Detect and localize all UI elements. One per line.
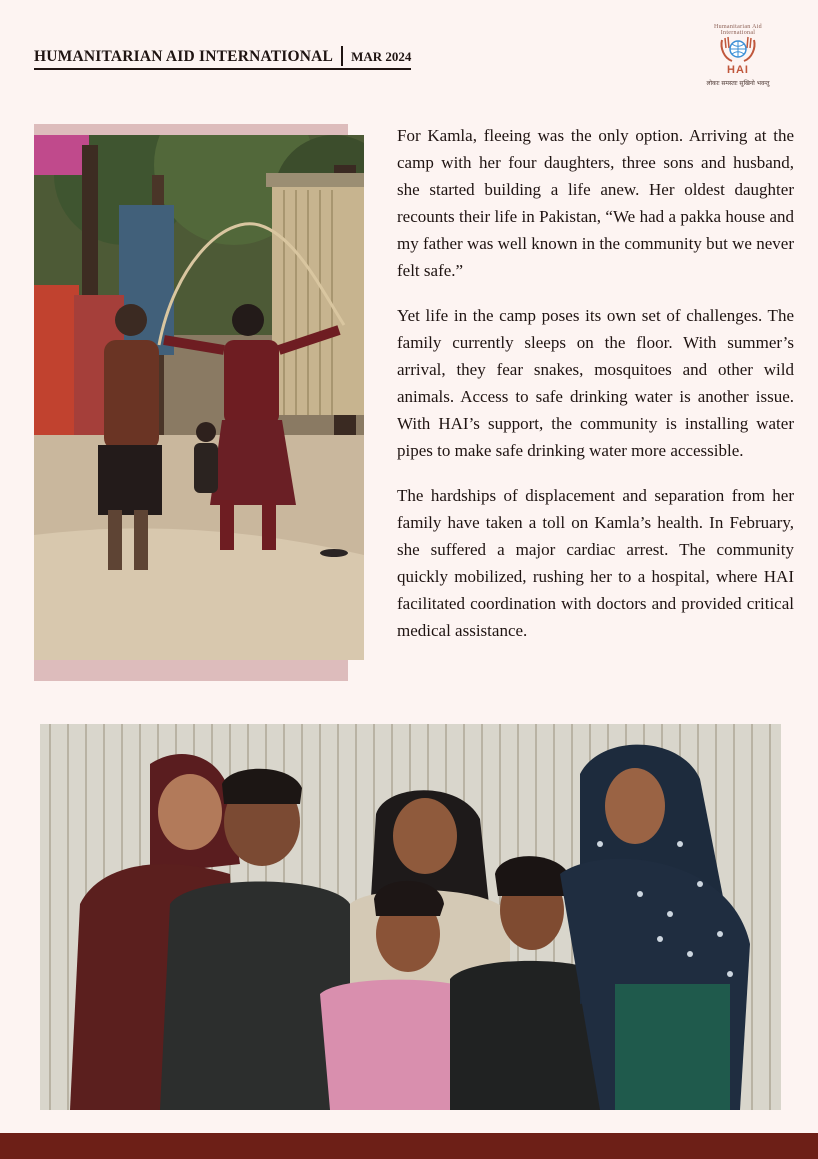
article-paragraph-3: The hardships of displacement and separation from her family have taken a toll on Kamla’s health. In February, she suffered a major cardiac arrest. The community quickly mobilized, rushing her to a hospital, where HAI facilitated coordination with doctors and provided critical medical assistance. <box>397 486 794 640</box>
camp-skipping-photo <box>34 135 364 660</box>
logo-arc-text: Humanitarian Aid International <box>714 24 762 36</box>
footer-bar <box>0 1133 818 1159</box>
issue-date: MAR 2024 <box>351 49 412 64</box>
article-body <box>397 122 794 662</box>
masthead <box>34 46 411 70</box>
globe-hands-icon <box>718 34 758 64</box>
organization-name: HUMANITARIAN AID INTERNATIONAL <box>34 48 334 65</box>
logo-abbreviation: HAI <box>727 64 749 76</box>
logo-tagline: लोकाः समस्ताः सुखिनो भवन्तु <box>706 80 770 87</box>
hai-logo <box>698 22 778 92</box>
article-paragraph-1: For Kamla, fleeing was the only option. Arriving at the camp with her four daughters, three sons and husband, she started building a life anew. Her oldest daughter recounts their life in Pakistan, “We had a pakka house and my father was well known in the community but we never felt safe.” <box>397 126 794 280</box>
article-paragraph-2: Yet life in the camp poses its own set of challenges. The family currently sleeps on the floor. With summer’s arrival, they fear snakes, mosquitoes and other wild animals. Access to safe drinking water is another issue. With HAI’s support, the community is installing water pipes to make safe drinking water more accessible. <box>397 306 794 460</box>
masthead-divider <box>341 46 343 66</box>
family-portrait-photo <box>40 724 781 1110</box>
